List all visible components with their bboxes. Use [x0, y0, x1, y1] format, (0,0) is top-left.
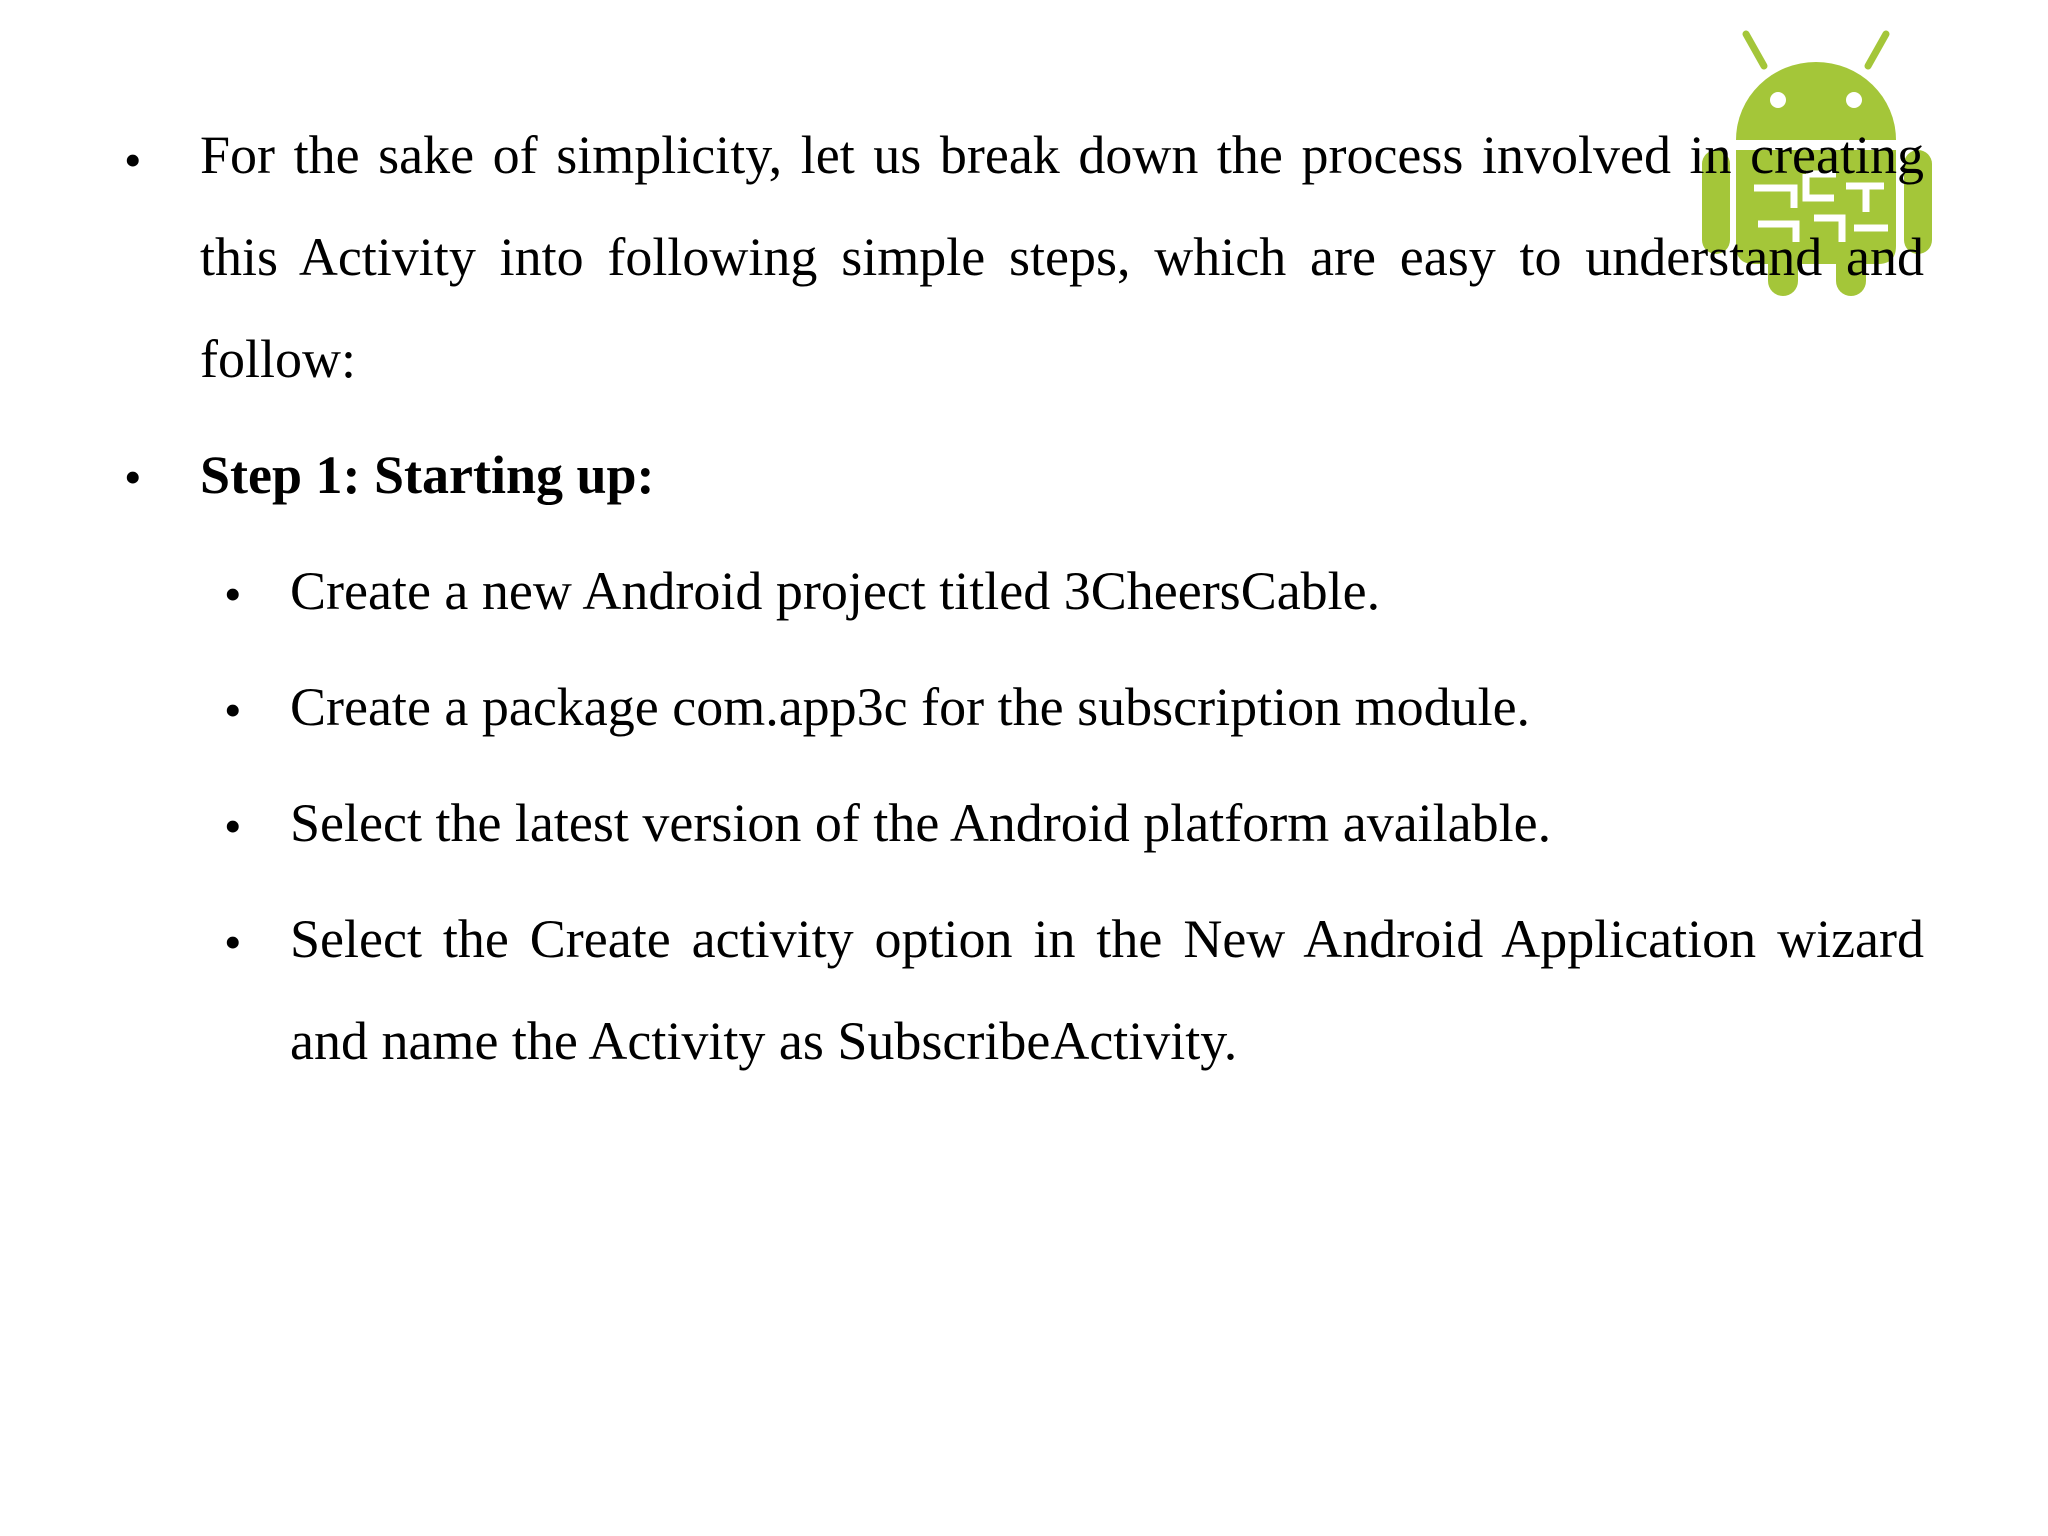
bullet-marker: • [124, 449, 142, 505]
bullet-marker: • [124, 132, 142, 188]
intro-paragraph: For the sake of simplicity, let us break down the process involved in creating this Activity into following simple steps, which are easy to understand and follow: [200, 125, 1924, 389]
sub-bullet-marker: • [224, 914, 242, 970]
step-heading: Step 1: Starting up: [200, 445, 655, 505]
sub-item: Create a package com.app3c for the subscription module. [290, 677, 1531, 737]
sub-bullet-marker: • [224, 682, 242, 738]
sub-bullet-marker: • [224, 566, 242, 622]
sub-item: Select the latest version of the Android platform available. [290, 793, 1552, 853]
sub-item: Select the Create activity option in the New Android Application wizard and name the Activity as SubscribeActivity. [290, 909, 1924, 1071]
sub-bullet-marker: • [224, 798, 242, 854]
sub-item: Create a new Android project titled 3CheersCable. [290, 561, 1381, 621]
